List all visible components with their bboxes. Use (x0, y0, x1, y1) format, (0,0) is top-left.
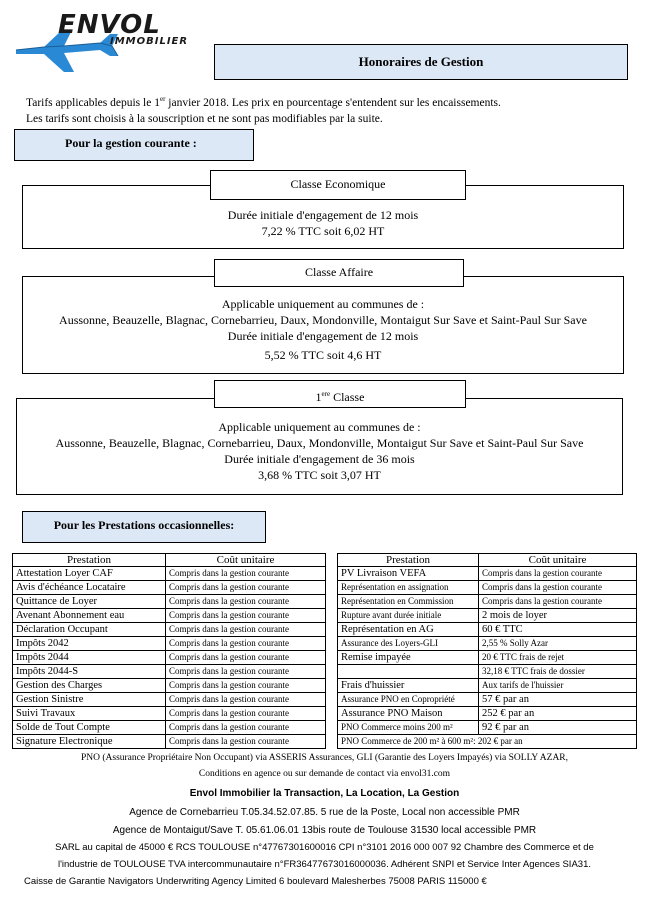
cout-cell: Compris dans la gestion courante (166, 693, 326, 707)
col-header-prestation: Prestation (338, 554, 479, 567)
classe-economique-title: Classe Economique (210, 170, 466, 200)
cout-cell: Compris dans la gestion courante (166, 595, 326, 609)
col-header-cout: Coût unitaire (166, 554, 326, 567)
prestation-cell: Assurance des Loyers-GLI (338, 637, 479, 651)
prestation-cell: Gestion des Charges (13, 679, 166, 693)
cout-cell: Compris dans la gestion courante (479, 581, 637, 595)
cout-cell: Compris dans la gestion courante (166, 581, 326, 595)
table-row (13, 721, 326, 735)
table-row (338, 721, 637, 735)
prestation-cell: PNO Commerce de 200 m² à 600 m²: 202 € par an (338, 735, 637, 749)
cout-cell: 57 € par an (479, 693, 637, 707)
table-row (338, 693, 637, 707)
premiere-classe-duree: Durée initiale d'engagement de 36 mois (224, 452, 415, 466)
prestation-cell: Représentation en AG (338, 623, 479, 637)
cout-cell: Compris dans la gestion courante (166, 623, 326, 637)
cout-cell: Compris dans la gestion courante (479, 595, 637, 609)
premiere-classe-box (16, 398, 623, 495)
page-title: Honoraires de Gestion (214, 44, 628, 80)
prestation-cell: Signature Electronique (13, 735, 166, 749)
cout-cell: Compris dans la gestion courante (166, 665, 326, 679)
table-row (338, 609, 637, 623)
prestation-cell: Assurance PNO en Copropriété (338, 693, 479, 707)
table-header-row (13, 554, 326, 567)
table-row (338, 735, 637, 749)
table-row (338, 623, 637, 637)
footer-agence-cornebarrieu: Agence de Cornebarrieu T.05.34.52.07.85. 5 rue de la Poste, Local non accessible PMR (129, 807, 520, 818)
table-row (13, 665, 326, 679)
classe-affaire-box (22, 276, 624, 374)
classe-affaire-communes-label: Applicable uniquement au communes de : (221, 297, 425, 311)
table-row (338, 651, 637, 665)
logo-brand: ENVOL (58, 10, 161, 40)
col-header-prestation: Prestation (13, 554, 166, 567)
cout-cell: Compris dans la gestion courante (166, 637, 326, 651)
prestation-cell: PV Livraison VEFA (338, 567, 479, 581)
intro-line-1: Tarifs applicables depuis le 1er janvier 2018. Les prix en pourcentage s'entendent sur les encaissements. (26, 95, 501, 109)
cout-cell: Compris dans la gestion courante (166, 679, 326, 693)
cout-cell: Compris dans la gestion courante (166, 609, 326, 623)
table-row (338, 707, 637, 721)
cout-cell: 2,55 % Solly Azar (479, 637, 637, 651)
prestation-cell: Avenant Abonnement eau (13, 609, 166, 623)
cout-cell: Aux tarifs de l'huissier (479, 679, 637, 693)
table-row (13, 581, 326, 595)
prestation-cell: Déclaration Occupant (13, 623, 166, 637)
table-row (13, 707, 326, 721)
prestation-cell: Quittance de Loyer (13, 595, 166, 609)
footer-agence-montaigut: Agence de Montaigut/Save T. 05.61.06.01 13bis route de Toulouse 31530 local accessible PMR (112, 825, 537, 836)
cout-cell: 2 mois de loyer (479, 609, 637, 623)
premiere-classe-title: 1ere Classe (214, 380, 466, 408)
classe-economique-duree: Durée initiale d'engagement de 12 mois (227, 208, 419, 222)
footer-sarl-line-2: l'industrie de TOULOUSE TVA intercommunautaire n°FR36477673016000036. Adhérent SNPI et Service Inter Agences SIA31. (57, 859, 591, 870)
prestation-cell: Impôts 2042 (13, 637, 166, 651)
table-row (13, 609, 326, 623)
cout-cell: Compris dans la gestion courante (166, 735, 326, 749)
prestation-cell (338, 665, 479, 679)
prestation-cell: Assurance PNO Maison (338, 707, 479, 721)
cout-cell: Compris dans la gestion courante (166, 707, 326, 721)
table-row (13, 651, 326, 665)
table-row (338, 567, 637, 581)
classe-affaire-title: Classe Affaire (214, 259, 464, 287)
prestations-table-left (12, 553, 326, 749)
prestation-cell: Remise impayée (338, 651, 479, 665)
prestation-cell: Attestation Loyer CAF (13, 567, 166, 581)
cout-cell: Compris dans la gestion courante (479, 567, 637, 581)
table-row (338, 581, 637, 595)
premiere-classe-communes-label: Applicable uniquement au communes de : (218, 420, 421, 434)
prestation-cell: Frais d'huissier (338, 679, 479, 693)
table-row (338, 679, 637, 693)
table-header-row (338, 554, 637, 567)
cout-cell: 60 € TTC (479, 623, 637, 637)
cout-cell: 20 € TTC frais de rejet (479, 651, 637, 665)
footer-caisse: Caisse de Garantie Navigators Underwriting Agency Limited 6 boulevard Malesherbes 75008 PARIS 115000 € (24, 876, 487, 887)
footer-company: Envol Immobilier la Transaction, La Location, La Gestion (189, 788, 460, 799)
premiere-classe-tarif: 3,68 % TTC soit 3,07 HT (258, 468, 381, 482)
prestation-cell: Représentation en assignation (338, 581, 479, 595)
cout-cell: 92 € par an (479, 721, 637, 735)
table-row (13, 637, 326, 651)
table-row (338, 595, 637, 609)
section-gestion-courante: Pour la gestion courante : (14, 129, 254, 161)
table-row (13, 623, 326, 637)
premiere-classe-communes: Aussonne, Beauzelle, Blagnac, Cornebarrieu, Daux, Mondonville, Montaigut Sur Save et Saint-Paul Sur Save (55, 436, 584, 450)
prestation-cell: Gestion Sinistre (13, 693, 166, 707)
cout-cell: Compris dans la gestion courante (166, 651, 326, 665)
intro-text (26, 91, 626, 127)
intro-line-2: Les tarifs sont choisis à la souscription et ne sont pas modifiables par la suite. (26, 112, 383, 125)
footer-conditions: Conditions en agence ou sur demande de contact via envol31.com (198, 769, 451, 779)
prestation-cell: PNO Commerce moins 200 m² (338, 721, 479, 735)
table-row (13, 595, 326, 609)
prestation-cell: Avis d'échéance Locataire (13, 581, 166, 595)
logo (14, 8, 204, 82)
section-prestations-occasionnelles: Pour les Prestations occasionnelles: (22, 511, 266, 543)
cout-cell: Compris dans la gestion courante (166, 721, 326, 735)
prestation-cell: Impôts 2044-S (13, 665, 166, 679)
prestation-cell: Impôts 2044 (13, 651, 166, 665)
footer-sarl-line-1: SARL au capital de 45000 € RCS TOULOUSE n°47767301600016 CPI n°3101 2016 000 007 92 Chambre des Commerce et de (55, 842, 594, 853)
classe-affaire-duree: Durée initiale d'engagement de 12 mois (227, 329, 419, 343)
footer-pno: PNO (Assurance Propriétaire Non Occupant) via ASSERIS Assurances, GLI (Garantie des Loyers Impayés) via SOLLY AZAR, (80, 753, 569, 763)
table-row (338, 637, 637, 651)
cout-cell: 252 € par an (479, 707, 637, 721)
table-row (13, 679, 326, 693)
cout-cell: Compris dans la gestion courante (166, 567, 326, 581)
prestation-cell: Rupture avant durée initiale (338, 609, 479, 623)
classe-economique-tarif: 7,22 % TTC soit 6,02 HT (261, 224, 385, 238)
classe-affaire-communes: Aussonne, Beauzelle, Blagnac, Cornebarrieu, Daux, Mondonville, Montaigut Sur Save et Saint-Paul Sur Save (59, 313, 587, 327)
logo-sub: IMMOBILIER (110, 36, 189, 47)
table-row (13, 693, 326, 707)
prestations-table-right (337, 553, 637, 749)
table-row (338, 665, 637, 679)
classe-affaire-tarif: 5,52 % TTC soit 4,6 HT (264, 348, 382, 362)
table-row (13, 735, 326, 749)
table-row (13, 567, 326, 581)
prestation-cell: Suivi Travaux (13, 707, 166, 721)
prestation-cell: Solde de Tout Compte (13, 721, 166, 735)
col-header-cout: Coût unitaire (479, 554, 637, 567)
cout-cell: 32,18 € TTC frais de dossier (479, 665, 637, 679)
prestation-cell: Représentation en Commission (338, 595, 479, 609)
